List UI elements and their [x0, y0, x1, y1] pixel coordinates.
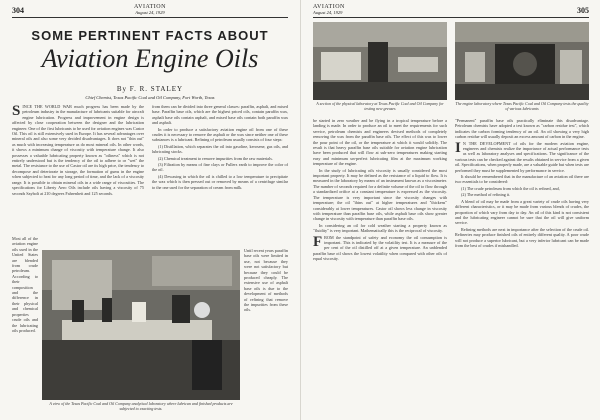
paragraph: (1) The crude petroleum from which the oil is refined, and, — [461, 185, 560, 191]
paragraph: In order to produce a satisfactory aviation engine oil from one of these crudes it is necessary to remove the asphalt or the wax since neither one of these substances is a lubricant. Refining of petroleum usually consists of four steps: — [152, 126, 288, 143]
paragraph: A blend of oil may be made from a great variety of crude oils having very different characteristics, or it may be made from various blends of crudes, the proportion of which vary from day to day. An oil of this kind is not consistent and the lubricating engineer cannot be sure that the oil will give uniform service. — [455, 198, 589, 226]
running-head-date: August 24, 1929 — [135, 10, 165, 15]
paragraph: It should be remembered that in the manufacture of an aviation oil there are two essentials to be considered: — [455, 174, 589, 185]
lab-photo-1-image — [42, 250, 240, 400]
left-column-1 — [12, 104, 144, 234]
figure-3-caption: The engine laboratory where Texas Pacific Coal and Oil Company tests the quality of various lubricants — [455, 101, 589, 111]
header-rule — [12, 17, 288, 18]
running-head-date: August 24, 1929 — [313, 10, 343, 15]
lab-photo-1 — [42, 250, 240, 400]
paragraph: (3) Filtration by means of fine clays or Fullers earth to improve the color of the oil. — [152, 162, 288, 173]
lab-photo-3 — [455, 22, 589, 100]
drop-cap: F — [313, 233, 323, 250]
right-column-2 — [455, 118, 589, 410]
paragraph: "Permanent" paraffin base oils practically eliminate this disadvantage. Petroleum chemists have adopted a test known as "carbon residue test", which indicates the carbon forming tendency of an oil. An oil showing a very high carbon residue will usually deposit an excess amount of carbon in the engine. — [455, 118, 589, 140]
paragraph: Most all of the aviation engine oils used in the United States are blended from crude petroleum. According to their composition and the difference in their physical and chemical properties crude oils and the lubricating oils produced. — [12, 236, 38, 333]
left-narrow-text-2 — [244, 248, 288, 408]
article-title: Aviation Engine Oils — [41, 44, 259, 73]
paragraph: I N THE DEVELOPMENT of oils for the modern aviation engine, engineers and chemists realize the importance of actual performance tests as well as laboratory analyses and specifications. The significance of the various tests can be checked against the results obtained in service from a given oil. Specifications, when properly made, are a valuable guide but when tests are performed they must be supplemented by performance in service. — [455, 139, 589, 173]
lab-photo-2 — [313, 22, 447, 100]
left-column-2 — [152, 104, 288, 248]
author-affiliation: Chief Chemist, Texas Pacific Coal and Oil Company, Fort Worth, Texas — [85, 95, 215, 100]
paragraph: Refining methods are next in importance after the selection of the crude oil. Refineries may produce finished oils of entirely different quality. A poor crude will not produce a superior lubricant, but a very inferior lubricant can be made from the best of crudes if mishandled. — [455, 226, 589, 248]
byline: By F. R. STALEY — [116, 85, 184, 93]
header-rule — [313, 17, 589, 18]
running-head-title: AVIATION — [313, 4, 345, 10]
paragraph: (2) The method of refining it. — [461, 192, 511, 198]
paragraph: (2) Chemical treatment to remove impurities from the raw materials. — [158, 155, 273, 161]
paragraph: SINCE THE WORLD WAR much progress has been made by the petroleum industry in the manufacture of lubricants suitable for aircraft engine lubrication. Progress and improvement in engine design is affected by close cooperation between the designer and the lubrication engineer. One of the first lubricants to be used for aviation engines was Castor Oil. This oil is still extensively used in Europe. It has several advantages over mineral oils and also some very decided disadvantages. It does not "thin out" as much with increasing temperature as do most mineral oils. In other words, it shows a minimum change of viscosity with temperature change. It also possesses a valuable lubricating property known as "oiliness" which is not entirely understood but is the tendency of the oil to adhere to or "wet" the metal. The resistance to the use of Castor oil are its high price, the tendency to decompose and deteriorate in storage, the formation of gums in the engine when subjected to heat for any long period of time, and the lack of a viscosity range. It is possible to obtain mineral oils in a wide range of viscosities. The specifications for Liberty Aero Oils include oils having a viscosity of 75 seconds Saybolt at 210 degrees Fahrenheit and 125 seconds. — [12, 104, 144, 196]
right-column-1 — [313, 118, 447, 410]
paragraph: (4) Dewaxing in which the oil is chilled to a low temperature to precipitate the wax which is then pressed out or removed by means of a centrifuge similar to the one used for the separation of cream from milk. — [152, 173, 288, 190]
paragraph: In considering an oil for cold weather starting a property known as "fluidity" is very important. Mathematically this is the reciprocal of viscosity. — [313, 222, 447, 234]
right-page — [300, 0, 600, 420]
left-narrow-text — [12, 236, 38, 406]
paragraph: FROM the standpoint of safety and economy the oil consumption is important. This is indicated by the volatility test. It is a measure of the per cent of the oil distilled off at a given temperature. An unblended paraffin base oil shows the lowest volatility when compared with other oils of equal viscosity. — [313, 233, 447, 262]
figure-1-caption: A view of the Texas Pacific Coal and Oil Company analytical laboratory where lubrican and finished products are subjected to exacting tests. — [49, 401, 233, 411]
drop-cap: S — [12, 104, 21, 119]
running-head — [0, 4, 300, 16]
lab-photo-3-image — [455, 22, 589, 100]
paragraph: In the study of lubricating oils viscosity is usually considered the most important property. It may be defined as the resistance of a liquid to flow. It is measured in the laboratory by means of an instrument known as a viscosimeter. The number of seconds required for a definite volume of the oil to flow through a standardized orifice at a constant temperature is expressed as the viscosity. The temperature is very important since the viscosity changes with temperature; the oil "thins out" at higher temperatures and "thickens" considerably at lower temperatures. Castor oil shows less change in viscosity with temperature than paraffin base oils, while asphalt base oils show greater change in viscosity with temperature than paraffin base oils. — [313, 167, 447, 222]
page-number: 304 — [12, 6, 24, 15]
paragraph: be started in zero weather and be flying in a tropical temperature before a landing is made. In order to produce an oil to meet the requirements for such service, petroleum chemists and engineers devised methods of completely removing the wax from the paraffin base oils. The effect of this was to lower the pour point of the oil, or the temperature at which it would solidify. The result is that heavy paraffin base oils suitable for aviation engine lubrication have been produced that will flow at sub-zero temperatures making starting easy and minimum un-perfect lubricating film at the maximum working temperature of the engine. — [313, 118, 447, 167]
paragraph: (1) Distillation, which separates the oil into gasoline, kerosene, gas oils, and lubricating stocks. — [152, 143, 288, 155]
running-head — [313, 4, 600, 16]
drop-cap: I — [455, 139, 461, 156]
running-head-title: AVIATION — [134, 4, 166, 10]
paragraph: Until recent years paraffin base oils were limited in use, not because they were not satisfactory but because they could be produced cheaply. The extensive use of asphalt base oils is due to the development of methods of refining that remove the impurities from these oils. — [244, 248, 288, 313]
figure-2-caption: A section of the physical laboratory at Texas Pacific Coal and Oil Company for testing new greases — [316, 101, 444, 111]
paragraph: from them can be divided into three general classes: paraffin, asphalt, and mixed base. Paraffin base oils, which are the highest priced oils, contain paraffin wax, asphalt base oils contain asphalt, and mixed base oils contain both paraffin wax and asphalt. — [152, 104, 288, 126]
article-kicker: SOME PERTINENT FACTS ABOUT — [31, 28, 269, 43]
lab-photo-2-image — [313, 22, 447, 100]
page-number: 305 — [577, 6, 589, 15]
